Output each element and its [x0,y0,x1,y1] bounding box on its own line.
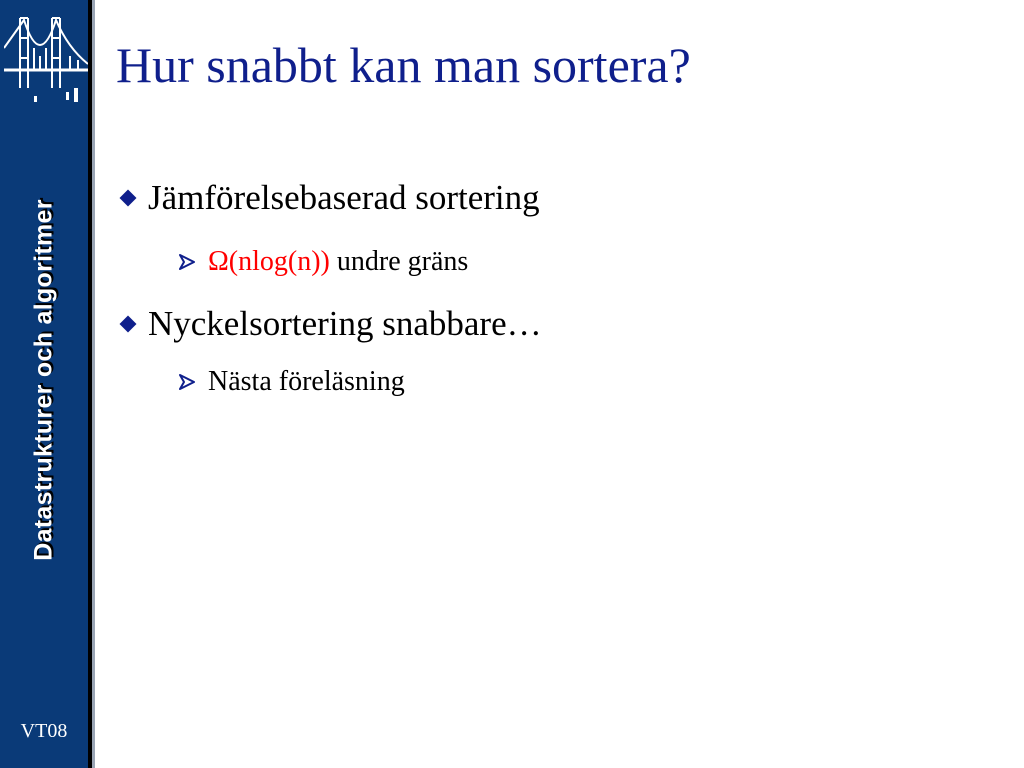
course-title: Datastrukturer och algoritmer [29,199,58,561]
sub-bullet-text: undre gräns [329,246,469,277]
big-omega-highlight: Ω(nlog(n)) [208,246,330,277]
slide-title: Hur snabbt kan man sortera? [116,37,691,93]
sub-bullet-text: Nästa föreläsning [208,366,405,397]
diamond-bullet-icon [120,316,137,333]
arrow-bullet-icon [178,253,196,271]
sidebar [0,0,92,768]
term-label: VT08 [20,720,68,742]
bullet-text: Nyckelsortering snabbare… [148,304,542,343]
bullet-text: Jämförelsebaserad sortering [148,178,540,217]
sub-bullet-lower-bound [178,246,468,278]
sub-bullet-next-lecture [178,366,405,398]
diamond-bullet-icon [120,190,137,207]
arrow-bullet-icon [178,373,196,391]
sidebar-shadow [92,0,95,768]
bridge-logo-icon [4,8,88,108]
bullet-key-sort [116,304,542,344]
bullet-comparison-sort [116,178,540,218]
